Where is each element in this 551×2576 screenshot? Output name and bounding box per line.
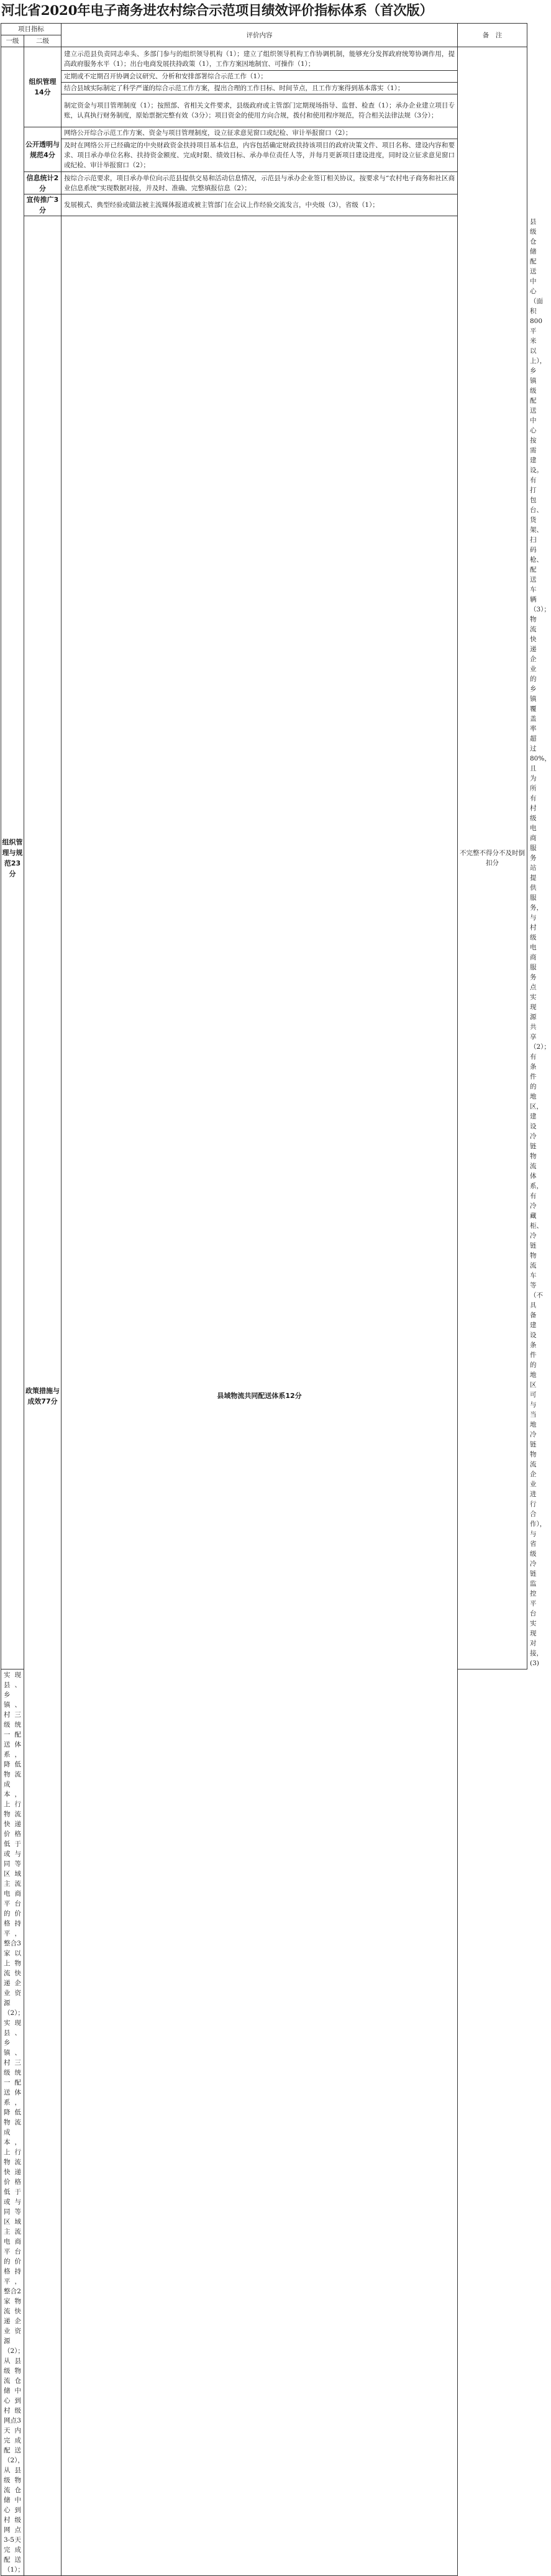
header-remarks: 备 注	[458, 24, 527, 47]
level2-transparency: 公开透明与规范4分	[24, 127, 61, 172]
content-row: 建立示范县负责同志牵头、多部门参与的组织领导机构（1）；建立了组织领导机构工作协调机制，能够充分发挥政府统筹协调作用，提高政府服务水平（1）；出台电商发展扶持政策（1），工作方案因地制宜、可操作（1）；	[61, 47, 458, 71]
content-row: 制定资金与项目管理制度（1）；按照部、省相关文件要求，县级政府或主管部门定期现场指导、监督、检查（1）；承办企业建立项目专账，认真执行财务制度，原始票据完整有效（3分）；项目资金的使用方向合规，拨付和使用程序规范，符合相关法律法规（3分）；	[61, 94, 458, 127]
level1-org-management: 组织管理与规范23分	[1, 47, 24, 1669]
header-level1: 一级	[1, 35, 24, 47]
content-row: 结合县域实际制定了科学严谨的综合示范工作方案，提出合理的工作目标、时间节点，且工作方案得到基本落实（1）；	[61, 83, 458, 94]
content-row: 按综合示范要求，项目承办单位向示范县提供交易和活动信息情况，示范县与承办企业签订相关协议，按要求与“农村电子商务和社区商业信息系统”实现数据对接，并及时、准确、完整填报信息（2）；	[61, 172, 458, 194]
content-row: 实现县、乡镇、村三级统一配送体系，降低物流成本，上行物流快递价格低于或与同等区域主流电商平台的价格持平，整合3家以上物流快递企业资源（2）；实现县、乡镇、村三级统一配送体系，降低物流成本，上行物流快递价格低于或与同等区域主流电商平台的价格持平，整合2家物流快递企业资源（2）；从县级物流仓储中心到村级网点3天内完成配送（2），从县级物流仓储中心到村级网点3-5天完成配送（1）；	[1, 1669, 24, 2576]
header-content: 评价内容	[61, 24, 458, 47]
header-level2: 二级	[24, 35, 61, 47]
remark-cell: 不完整不得分不及时倒扣分	[458, 47, 527, 1669]
content-row: 定期或不定期召开协调会议研究、分析和安排部署综合示范工作（1）；	[61, 71, 458, 83]
content-row: 发展模式、典型经验或做法被主流媒体报道或被主管部门在会议上作经验交流发言，中央级（3），省级（1）；	[61, 194, 458, 216]
content-row: 及时在网络公开已经确定的中央财政资金扶持项目基本信息，内容包括确定财政扶持该项目的政府决策文件、项目名称、建设内容和要求、项目承办单位名称、扶持资金额度、完成时限、绩效目标、承办单位责任人等，并每月更新项目建设进度，同时设立征求意见窗口或纪检、审计举报窗口（2）；	[61, 139, 458, 172]
level2-org-management: 组织管理14分	[24, 47, 61, 127]
header-item-indicator: 项目指标	[1, 24, 61, 35]
level1-policy-measures: 政策措施与成效77分	[24, 216, 61, 2576]
content-row: 网络公开综合示范工作方案、资金与项目管理制度，设立征求意见窗口或纪检、审计举报窗口（2）；	[61, 127, 458, 139]
page-title: 河北省2020年电子商务进农村综合示范项目绩效评价指标体系（首次版）	[1, 3, 433, 19]
level2-statistics: 信息统计2分	[24, 172, 61, 194]
level2-logistics: 县域物流共同配送体系12分	[61, 216, 458, 2576]
indicator-table: 项目指标 评价内容 备 注 一级 二级 组织管理与规范23分 组织管理14分 建立示范县负责同志牵头、多部门参与的组织领导机构（1）；建立了组织领导机构工作协调机制，能够充分发挥政府统筹协调作用，提高政府服务水平（1）；出台电商发展扶持政策（1），工作方案因地制宜、可操作（1）； 不完整不得分不及时倒扣分 定期或不定期召开协调会议研究、分析和安排部署综合示范工作（1）； 结合县域实际制定了科学严谨的综合示范工作方案，提出合理的工作目标、时间节点，且工作方案得到基本落实（1）； 制定资金与项目管理制度（1）；按照部、省相关文件要求，县级政府或主管部门定期现场指导、监督、检查（1）；承办企业建立项目专账，认真执行财务制度，原始票据完整有效（3分）；项目资金的使用方向合规，拨付和使用程序规范，符合相关法律法规（3分）； 公开透明与规范4分 网络公开综合示范工作方案、资金与项目管理制度，设立征求意见窗口或纪检、审计举报窗口（2）； 及时在网络公开已经确定的中央财政资金扶持项目基本信息，内容包括确定财政扶持该项目的政府决策文件、项目名称、建设内容和要求、项目承办单位名称、扶持资金额度、完成时限、绩效目标、承办单位责任人等，并每月更新项目建设进度，同时设立征求意见窗口或纪检、审计举报窗口（2）； 信息统计2分 按综合示范要求，项目承办单位向示范县提供交易和活动信息情况，示范县与承办企业签订相关协议，按要求与“农村电子商务和社区商业信息系统”实现数据对接，并及时、准确、完整填报信息（2）； 宣传推广3分 发展模式、典型经验或做法被主流媒体报道或被主管部门在会议上作经验交流发言，中央级（3），省级（1）； 政策措施与成效77分 县域物流共同配送体系12分 县级仓储配送中心（面积800平米以上），乡镇级配送中心按需建设。有打包台、货架、扫码枪、配送车辆（3）；物流快递企业的乡镇覆盖率超过80%，且为所有村级电商服务站提供服务，与村级电商服务点实现源共享（2）；有条件的地区，建设冷链物流体系，有冷藏柜、冷链物流车等（不具备建设条件的地区可与当地冷链物流企业进行合作），与省级冷链监控平台实现对接，(3) 实现县、乡镇、村三级统一配送体系，降低物流成本，上行物流快递价格低于或与同等区域主流电商平台的价格持平，整合3家以上物流快递企业资源（2）；实现县、乡镇、村三级统一配送体系，降低物流成本，上行物流快递价格低于或与同等区域主流电商平台的价格持平，整合2家物流快递企业资源（2）；从县级物流仓储中心到村级网点3天内完成配送（2），从县级物流仓储中心到村级网点3-5天完成配送（1）；	[1, 23, 527, 2576]
level2-promotion: 宣传推广3分	[24, 194, 61, 216]
